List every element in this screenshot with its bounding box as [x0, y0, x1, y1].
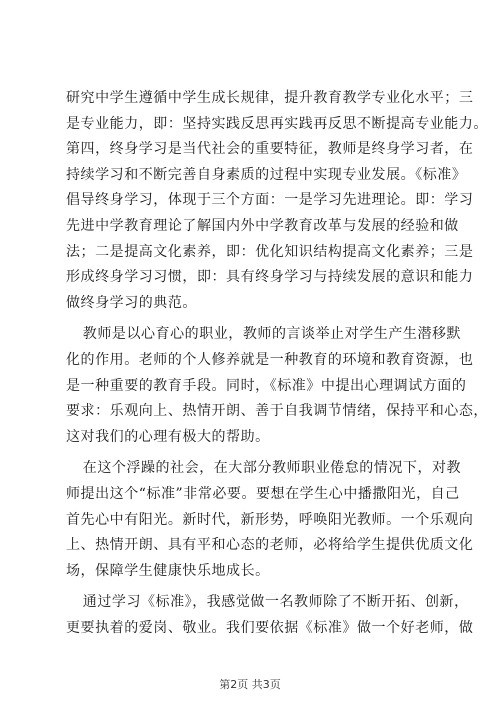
text-line: 更要执着的爱岗、敬业。我们要依据《标准》做一个好老师，做: [66, 619, 474, 636]
document-body: [66, 86, 488, 641]
text-line: 师提出这个“标准”非常必要。要想在学生心中播撒阳光，自己: [66, 485, 460, 502]
text-line: 第四，终身学习是当代社会的重要特征，教师是终身学习者，在: [66, 141, 474, 158]
paragraph-2: [66, 322, 488, 450]
text-line: 要求：乐观向上、热情开朗、善于自我调节情绪，保持平和心态，: [66, 403, 488, 420]
text-line: 先进中学教育理论了解国内外中学教育改革与发展的经验和做: [66, 217, 459, 234]
text-line: 首先心中有阳光。新时代，新形势，呼唤阳光教师。一个乐观向: [66, 511, 474, 528]
text-line: 上、热情开朗、具有平和心态的老师，必将给学生提供优质文化: [66, 537, 474, 554]
text-line: 在这个浮躁的社会，在大部分教师职业倦怠的情况下，对教: [82, 460, 462, 477]
text-line: 是专业能力，即：坚持实践反思再实践再反思不断提高专业能力。: [66, 115, 488, 132]
text-line: 化的作用。老师的个人修养就是一种教育的环境和教育资源，也: [66, 351, 474, 368]
paragraph-1: [66, 86, 488, 316]
paragraph-4: [66, 590, 474, 641]
paragraph-3: [66, 456, 474, 584]
text-line: 法；二是提高文化素养，即：优化知识结构提高文化素养；三是: [66, 243, 474, 260]
text-line: 做终身学习的典范。: [66, 294, 197, 311]
text-line: 研究中学生遵循中学生成长规律，提升教育教学专业化水平；三: [66, 90, 474, 106]
text-line: 教师是以心育心的职业，教师的言谈举止对学生产生潜移默: [82, 326, 462, 343]
text-line: 倡导终身学习，体现于三个方面：一是学习先进理论。即：学习: [66, 192, 474, 209]
text-line: 是一种重要的教育手段。同时，《标准》中提出心理调试方面的: [66, 377, 467, 394]
text-line: 通过学习《标准》，我感觉做一名教师除了不断开拓、创新，: [82, 594, 469, 611]
page-number-footer: 第2页 共3页: [219, 678, 281, 691]
text-line: 形成终身学习习惯，即：具有终身学习与持续发展的意识和能力: [66, 269, 474, 286]
text-line: 场，保障学生健康快乐地成长。: [66, 562, 270, 579]
text-line: 这对我们的心理有极大的帮助。: [66, 428, 270, 445]
text-line: 持续学习和不断完善自身素质的过程中实现专业发展。《标准》: [66, 166, 467, 183]
